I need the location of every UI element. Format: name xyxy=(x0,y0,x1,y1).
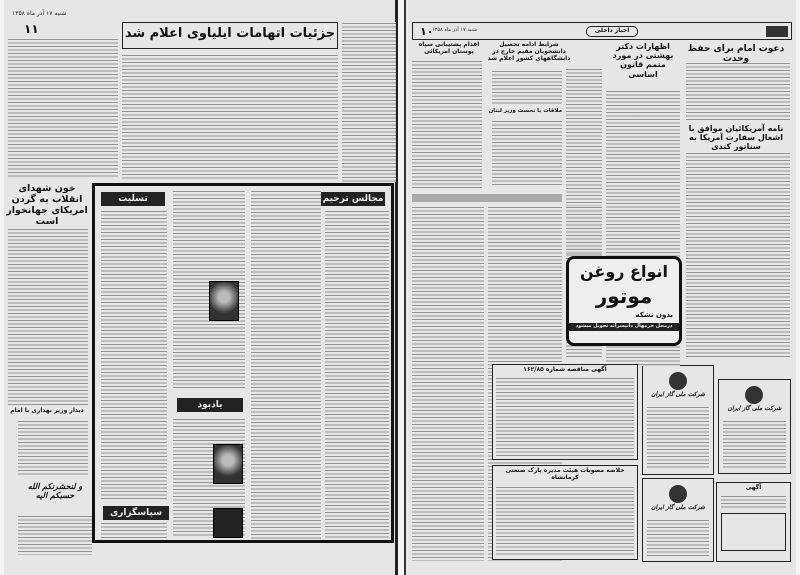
headline-sepah: اقدام پشتیبانی سپاه پوستان امریکائی xyxy=(418,41,480,55)
main-headline-box xyxy=(122,22,338,49)
motor-oil-ad xyxy=(566,256,682,346)
calligraphy: و لنحشرنکم الله حسبکم الیه xyxy=(27,481,83,501)
ad-line1: انواع روغن xyxy=(580,262,668,281)
ad-line3: بدون نشکه xyxy=(635,311,673,319)
tasliat-heading: تسلیت xyxy=(101,192,165,206)
kermanshah-notice xyxy=(492,465,638,560)
gas-company-logo-icon xyxy=(669,485,687,503)
notice-title: آگهی xyxy=(745,484,762,491)
date: شنبه ۱۷ آذر ماه ۱۳۵۸ xyxy=(12,10,67,17)
headline-students: شرایط ادامه تحصیل دانشجویان مقیم خارج در دانشگاههای کشور اعلام شد xyxy=(487,41,571,62)
main-headline: جزئیات اتهامات ایلیاوی اعلام شد xyxy=(124,26,336,41)
gas-company-logo-icon xyxy=(669,372,687,390)
left-page xyxy=(4,0,398,575)
page-number: ۱۱ xyxy=(24,22,39,36)
ad-contact: درمحل خرمهال دانپسرانه تحویل میشود xyxy=(569,323,679,331)
gas-ad: شرکت ملی گاز ایران xyxy=(642,478,714,562)
notice-table xyxy=(716,482,791,562)
headline-imam: دعوت امام برای حفظ وحدت xyxy=(687,44,785,65)
portrait-photo xyxy=(209,281,239,321)
portrait-photo xyxy=(213,508,243,538)
sepas-heading: سپاسگزاری xyxy=(103,506,169,520)
yadbood-heading: یادبود xyxy=(177,398,243,412)
newspaper-logo xyxy=(766,26,788,37)
headline-lebanon: ملاقات با نخست وزیر لبنان xyxy=(488,108,562,114)
gas-ad: شرکت ملی گاز ایران xyxy=(642,365,714,475)
section-label: اخبار داخلی xyxy=(586,26,638,37)
tender-notice xyxy=(492,364,638,460)
portrait-photo xyxy=(213,444,243,484)
tender-title: آگهی مناقصه شماره ۱۶۲/۸۵ xyxy=(523,366,607,373)
right-page xyxy=(404,0,796,575)
date: شنبه ۱۷ آذر ماه ۱۳۵۸ xyxy=(432,27,478,33)
ad-line2: موتور xyxy=(595,284,653,308)
kermanshah-title: خلاصه مصوبات هیئت مدیره پارک صنعتی کرمانشاه xyxy=(505,467,625,481)
page-number: ۱۰ xyxy=(420,25,434,38)
article-headline: دیدار وزیر بهداری با امام xyxy=(10,407,84,414)
headline-letter: نامه آمریکائیان موافق با اشغال سفارت آمریکا به سناتور کندی xyxy=(688,124,784,152)
gas-company-logo-icon xyxy=(745,386,763,404)
obituary-panel xyxy=(92,183,394,543)
side-headline: خون شهدای انقلاب به گردن امریکای جهانخوار است xyxy=(6,183,88,227)
headline-beheshti: اظهارات دکتر بهشتی در مورد متمم قانون اساسی xyxy=(612,42,674,79)
gas-ad: شرکت ملی گاز ایران xyxy=(718,379,791,474)
majales-heading: مجالس ترحیم xyxy=(322,194,384,204)
